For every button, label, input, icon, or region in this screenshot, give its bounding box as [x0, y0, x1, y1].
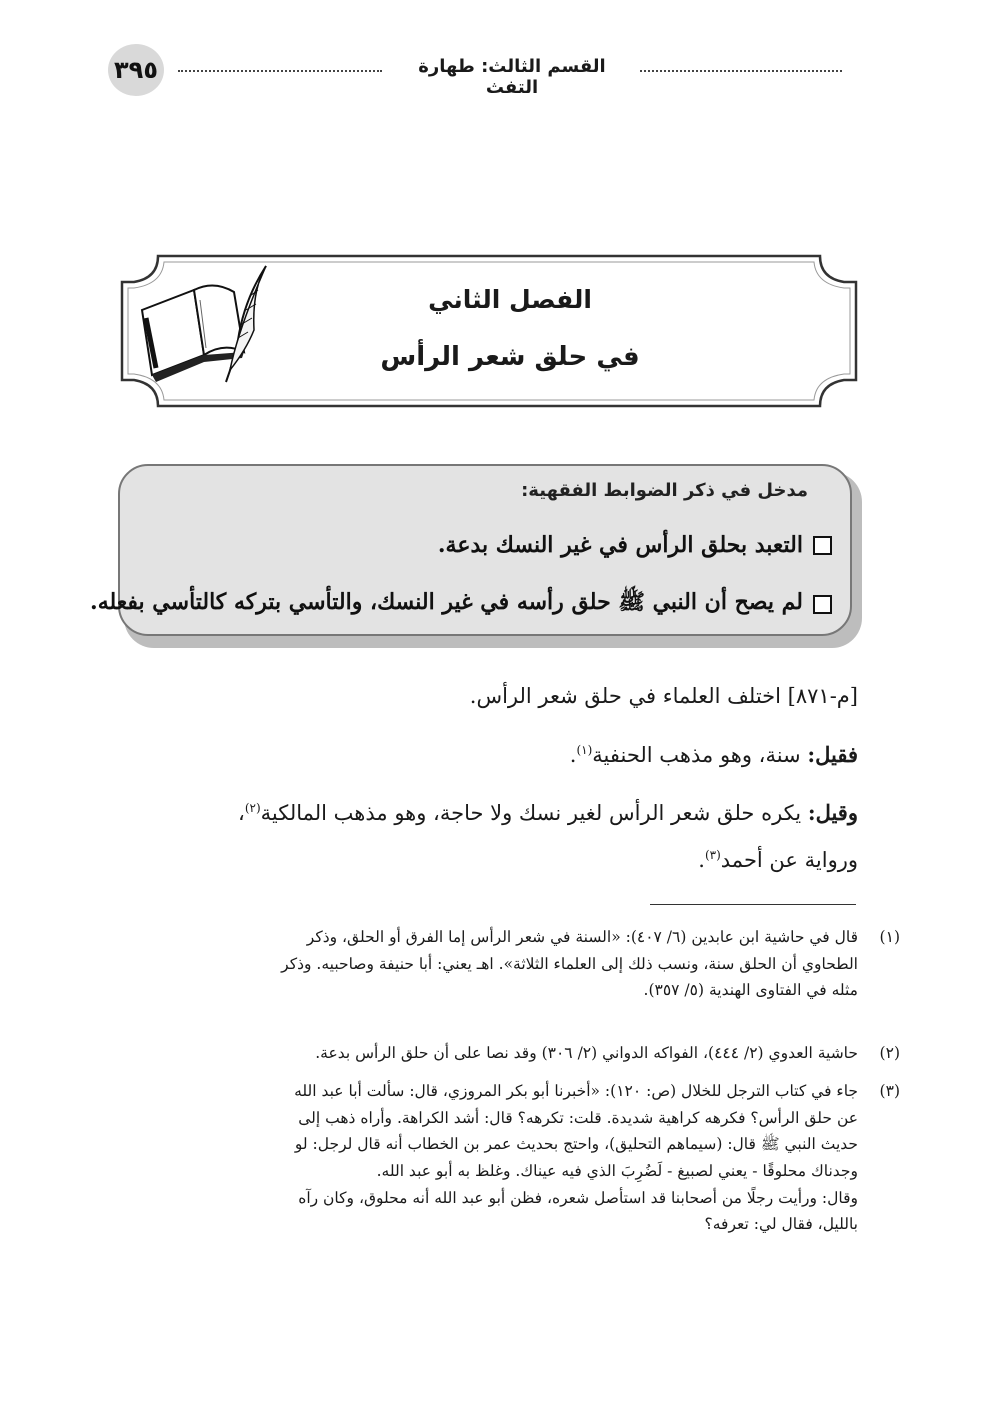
- footnote-line: وجدناك محلوقًا - يعني لصبيغ - لَضُرِبَ الذي فيه عيناك. وغلظ به أبو عبد الله.: [376, 1161, 858, 1180]
- footnote-number: (٢): [879, 1044, 900, 1062]
- footnote-separator: [650, 904, 856, 905]
- footnote-line: عن حلق الرأس؟ فكرهه كراهية شديدة. قلت: تكرهه؟ قال: أشد الكراهة. وأراه ذهب إلى: [298, 1108, 858, 1127]
- footnote-ref[interactable]: (٣): [704, 848, 721, 862]
- opinion-text: ورواية عن أحمد: [720, 848, 858, 872]
- footnote-line: حديث النبي ﷺ قال: (سيماهم التحليق)، واحتج بحديث عمر بن الخطاب أنه قال لرجل: لو: [294, 1135, 858, 1154]
- footnote-line: قال في حاشية ابن عابدين (٦/ ٤٠٧): «السنة في شعر الرأس إما الفرق أو الحلق، وذكر: [306, 928, 858, 946]
- rule-text: التعبد بحلق الرأس في غير النسك بدعة.: [437, 532, 803, 558]
- rule-item: [90, 588, 832, 620]
- footnote-ref[interactable]: (٢): [244, 801, 261, 815]
- header-dotted-rule-left: [178, 70, 382, 72]
- paragraph-second-opinion-cont: ورواية عن أحمد$^{(٣)}$.: [698, 848, 858, 872]
- footnote-line: مثله في الفتاوى الهندية (٥/ ٣٥٧).: [643, 981, 858, 1000]
- footnote-line: جاء في كتاب الترجل للخلال (ص: ١٢٠): «أخبرنا أبو بكر المروزي، قال: سألت أبا عبد الله: [294, 1082, 858, 1100]
- paragraph-second-opinion: وقيل: يكره حلق شعر الرأس لغير نسك ولا حاجة، وهو مذهب المالكية$^{(٢)}$،: [238, 800, 858, 825]
- footnote-number: (١): [879, 928, 900, 946]
- chapter-heading: الفصل الثاني: [428, 285, 592, 314]
- paragraph-intro: [م-٨٧١] اختلف العلماء في حلق شعر الرأس.: [469, 684, 858, 708]
- footnote-1: [138, 924, 900, 1004]
- chapter-subheading: في حلق شعر الرأس: [380, 342, 640, 372]
- rule-item: [438, 532, 832, 558]
- paragraph-first-opinion: فقيل: سنة، وهو مذهب الحنفية$^{(١)}$.: [569, 742, 858, 767]
- opinion-label: فقيل:: [807, 742, 858, 767]
- page-number: ٣٩٥: [108, 44, 164, 96]
- opinion-label: وقيل:: [807, 800, 858, 825]
- footnote-line: بالليل، فقال لي: تعرفه؟: [704, 1215, 858, 1234]
- opinion-text: يكره حلق شعر الرأس لغير نسك ولا حاجة، وهو مذهب المالكية: [260, 801, 802, 825]
- footnote-line: حاشية العدوي (٢/ ٤٤٤)، الفواكه الدواني (٢/ ٣٠٦) وقد نصا على أن حلق الرأس بدعة.: [315, 1044, 858, 1062]
- checkbox-icon: [813, 536, 832, 555]
- checkbox-icon: [813, 595, 832, 614]
- opinion-text: سنة، وهو مذهب الحنفية: [592, 743, 801, 767]
- header-dotted-rule-right: [640, 70, 842, 72]
- rule-text: لم يصح أن النبي ﷺ حلق رأسه في غير النسك، والتأسي بتركه كالتأسي بفعله.: [90, 589, 803, 615]
- book-quill-illustration: [134, 260, 284, 390]
- footnote-line: وقال: ورأيت رجلًا من أصحابنا قد استأصل شعره، فظن أبو عبد الله أنه محلوق، وكان رآه: [298, 1188, 858, 1207]
- rules-title: مدخل في ذكر الضوابط الفقهية:: [521, 480, 808, 501]
- footnote-2: [138, 1040, 900, 1067]
- section-title: القسم الثالث: طهارة التفث: [418, 56, 606, 98]
- footnote-3: [138, 1078, 900, 1238]
- footnote-ref[interactable]: (١): [576, 743, 593, 757]
- footnote-line: الطحاوي أن الحلق سنة، ونسب ذلك إلى العلماء الثلاثة». اهـ يعني: أبا حنيفة وصاحبيه. وذكر: [281, 954, 858, 973]
- footnote-number: (٣): [879, 1082, 900, 1100]
